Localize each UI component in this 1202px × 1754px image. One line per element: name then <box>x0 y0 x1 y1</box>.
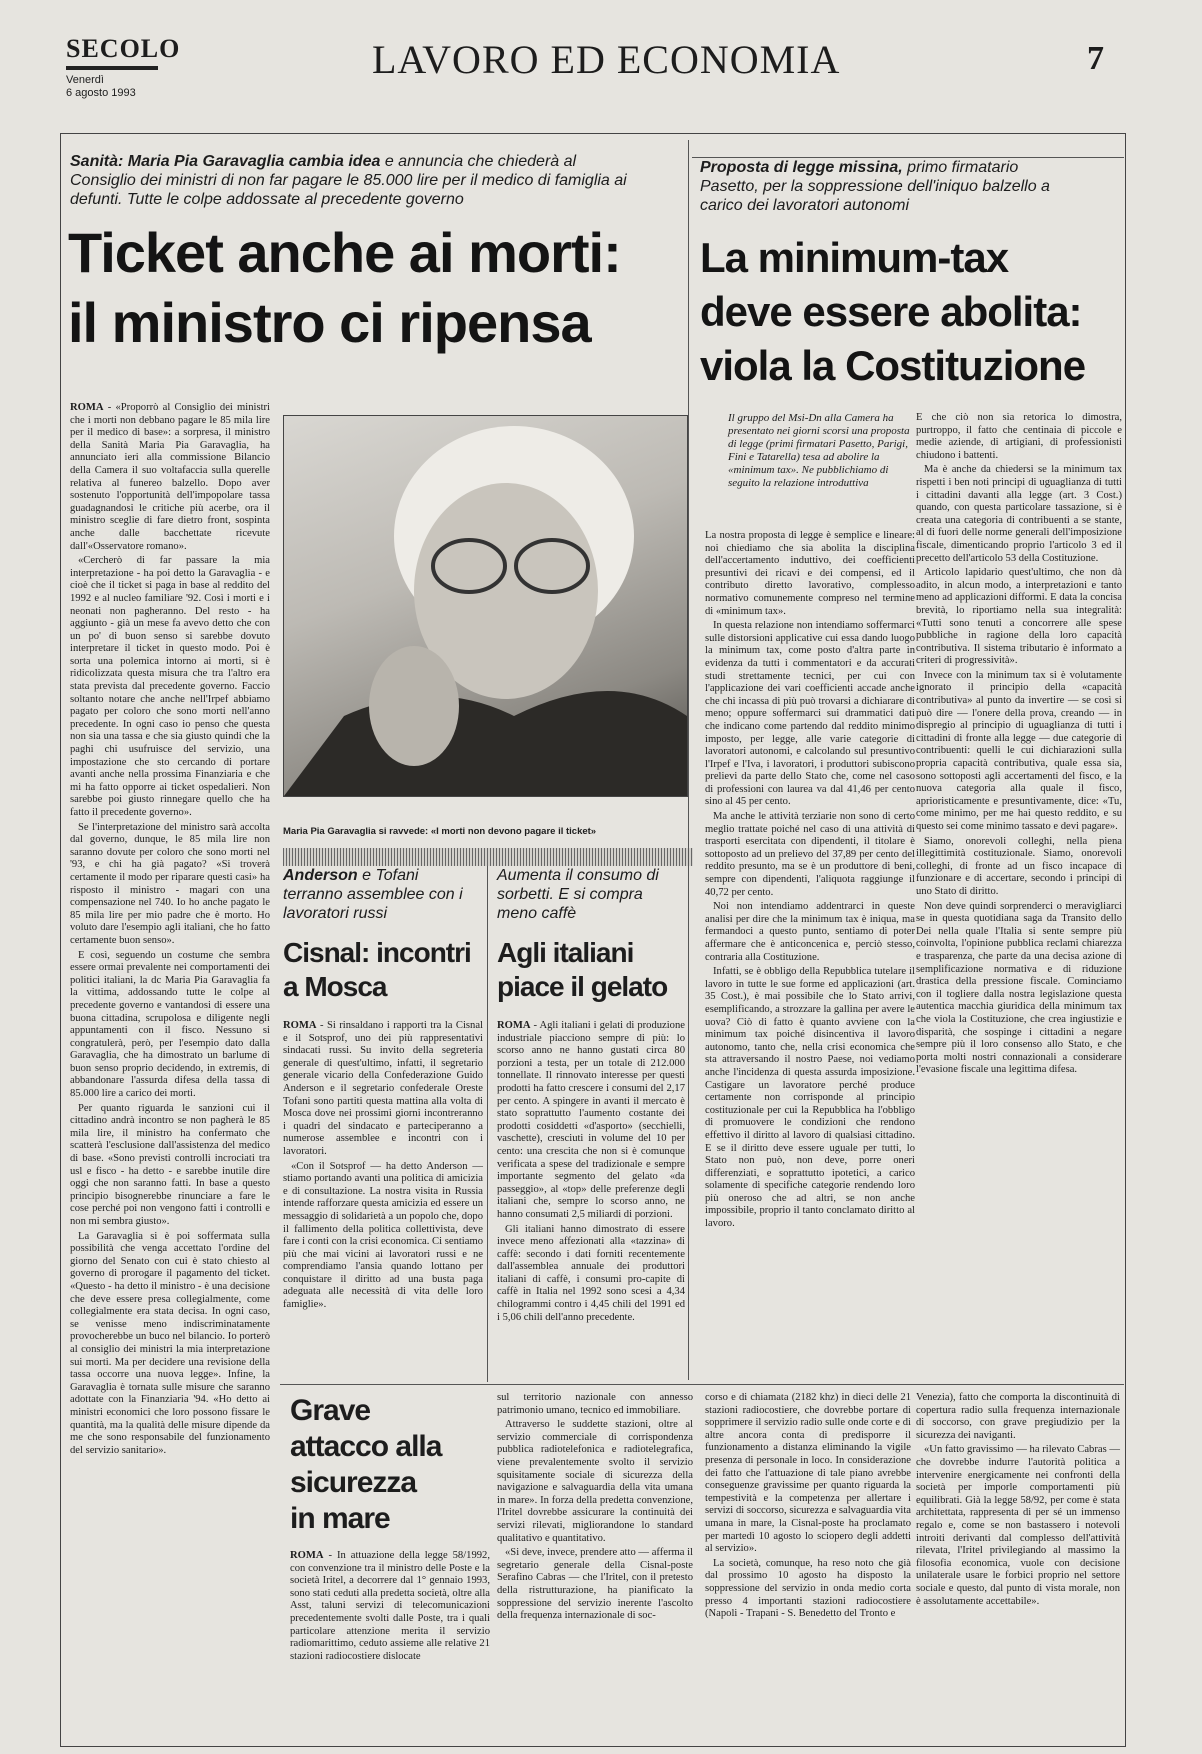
mare-paragraph: Attraverso le suddette stazioni, oltre al servizio commerciale di corrispondenza pubblica radiotelefonica e radiotelegrafica, viene prevalentemente svolto il servizio squisitamente sociale di sicurezza della navigazione e salvaguardia della vita umana in mare». In forza della predetta convenzione, l'Iritel dovrebbe assicurare la continuità dei servizi rilevati, migliorandone lo standard qualitativo e quantitativo. <box>497 1419 693 1544</box>
right-kicker-bold: Proposta di legge missina, <box>700 159 903 176</box>
photo-jacket <box>284 691 687 796</box>
right-intro: Il gruppo del Msi-Dn alla Camera ha presentato nei giorni scorsi una proposta di legge (primi firmatari Pasetto, Parigi, Fini e Tatarella) tesa ad abolire la «minimum tax». Ne pubblichiamo di seguito la relazione introduttiva <box>728 412 910 489</box>
cisnal-headline-line-1: Cisnal: incontri <box>283 937 471 968</box>
right-headline-line-1: La minimum-tax <box>700 234 1009 281</box>
column-divider <box>487 866 488 1382</box>
gelato-paragraph: - Agli italiani i gelati di produzione industriale piacciono sempre di più: lo scorso anno ne hanno gustati circa 80 porzioni a testa, per un totale di 212.000 tonnellate. Il rinnovato interesse per questi prodotti ha fatto crescere i consumi del 2,17 per cento. A spingere in avanti il mercato è stato soprattutto l'aumento costante dei prodotti cosiddetti «d'asporto» (secchielli, vaschette), cresciuti in volume del 10 per cento: una crescita che non si è comunque verificata a spese del tradizionale e sempre importante segmento del gelato «da passeggio», al «top» delle preferenze degli italiani che, sempre lo scorso anno, ne hanno consumati 2,5 miliardi di porzioni. <box>497 1020 685 1220</box>
right-headline-line-2: deve essere abolita: <box>700 288 1082 335</box>
mare-body-column-4 <box>916 1392 1120 1740</box>
cisnal-paragraph: - Si rinsaldano i rapporti tra la Cisnal e il Sotsprof, uno dei più rappresentativi sindacati russi. Su invito della segreteria generale di quest'ultimo, infatti, il segretario generale vicario della Confederazione Guido Anderson e il segretario confederale Oreste Tofani sono partiti questa mattina alla volta di Mosca dove nei prossimi giorni incontreranno i quadri del sindacato e parteciperanno a numerose assemblee e incontri con i lavoratori. <box>283 1020 483 1157</box>
right-body-column-1 <box>705 530 915 1408</box>
lead-paragraph: E così, seguendo un costume che sembra essere ormai prevalente nei comportamenti dei politici italiani, la dc Maria Pia Garavaglia fa la vittima, addossando tutte le colpe al precedente governo e vantandosi di essere una buona cittadina, scrupolosa e diligente negli appuntamenti con il fisco. Nessuno si congratulerà, però, per l'esempio dato dalla Garavaglia, che ha dimostrato un barlume di buon senso proprio decidendo, in extremis, di abbandonare l'assurda difesa della tassa di 85.000 lire a carico dei morti. <box>70 949 270 1100</box>
cisnal-kicker <box>283 866 478 923</box>
right-paragraph: In questa relazione non intendiamo soffermarci sulle distorsioni applicative cui essa dando luogo la minimum tax, come posto d'altra parte in evidenza da tutti i commentatori e da accurati studi strettamente tecnici, per cui con l'applicazione dei vari coefficienti accade anche che chi incassa di più può trovarsi a dichiarare di meno; oppure soffermarci sui drammatici dati che indicano come partendo dal reddito minimo imposto, per legge, alle varie categorie di lavoratori autonomi, e calcolando sul presuntivo l'Irpef e l'Iva, i lavoratori, i produttori subiscono prelievi da parte dello Stato che, come nel caso di professioni con laurea va dal 41,46 per cento sino al 45 per cento. <box>705 620 915 808</box>
mare-paragraph: «Un fatto gravissimo — ha rilevato Cabras — che dovrebbe indurre l'autorità politica a intervenire energicamente nei confronti della società per imporle comportamenti più equilibrati. Già la legge 58/92, per come è stata architettata, rappresenta di per sé un immenso regalo e, come se non bastassero i notevoli introiti derivanti dal complesso dell'attività rilevata, l'Iritel privilegiando al massimo la filosofia economica, vuole con decisione unilaterale usare le forbici proprio nel settore sociale e questo, dal punto di vista morale, non è assolutamente accettabile». <box>916 1444 1120 1607</box>
mare-paragraph: «Si deve, invece, prendere atto — afferma il segretario generale della Cisnal-poste Serafino Cabras — che l'Iritel, con il pretesto della ristrutturazione, ha pianificato la soppressione del servizio inerente l'ascolto della frequenza internazionale di soc- <box>497 1547 693 1622</box>
right-paragraph: Infatti, se è obbligo della Repubblica tutelare il lavoro in tutte le sue forme ed applicazioni (art. 35 Cost.), è mai possibile che lo Stato arrivi, esemplificando, a strozzare la gallina per avere le uova? Ciò di fatto è quanto avviene con la minimum tax poiché disincentiva il lavoro autonomo, tanto che, nella crisi economica che sta attraversando il nostro Paese, noi vediamo anche l'incidenza di questa assurda imposizione. Castigare un lavoratore perché produce certamente non corrisponde al principio costituzionale per cui la Repubblica ha l'obbligo di promuovere le condizioni che rendono effettivo il diritto al lavoro di qualsiasi cittadino. E se il diritto deve essere uguale per tutti, lo Stato non può, non deve, porre oneri differenziati, e soprattutto ipotetici, a carico solamente di specifiche categorie rendendo loro più oneroso che ad altri, se non anche impossibile, proprio il tanto conclamato diritto al lavoro. <box>705 966 915 1230</box>
mare-body-column-1 <box>290 1550 490 1740</box>
lead-paragraph: Se l'interpretazione del ministro sarà accolta dal governo, dunque, le 85 mila lire non saranno dovute per coloro che sono morti nel '93, e chi ha già pagato? «Si troverà certamente il modo per riparare questi casi» ha risposto il ministro - magari con una compensazione nel 740. Io ho anche pagato le 85 mila lire per mio padre che è morto. Ho voluto dare l'esempio agli italiani, che ho fatto certamente buon senso». <box>70 821 270 946</box>
cisnal-headline-line-2: a Mosca <box>283 971 387 1002</box>
issue-weekday: Venerdì <box>66 74 104 86</box>
right-paragraph: E che ciò non sia retorica lo dimostra, purtroppo, il fatto che centinaia di piccole e medie aziende, di artigiani, di professionisti chiudono i battenti. <box>916 412 1122 461</box>
bottom-section-rule <box>280 1384 1124 1385</box>
page-number: 7 <box>1087 40 1104 77</box>
photo-caption: Maria Pia Garavaglia si ravvede: «I morti non devono pagare il ticket» <box>283 826 597 837</box>
right-body-column-2 <box>916 412 1122 1408</box>
mare-body-column-3 <box>705 1392 911 1740</box>
mare-body-column-2 <box>497 1392 693 1740</box>
right-paragraph: Siamo, onorevoli colleghi, nella piena illegittimità costituzionale. Siamo, onorevoli colleghi, di fronte ad un fisco incapace di funzionare e di accertare, secondo i principi di uno Stato di diritto. <box>916 835 1122 897</box>
lead-paragraph: - «Proporrò al Consiglio dei ministri che i morti non debbano pagare le 85 mila lire per il medico di base»: a sorpresa, il ministro della Sanità Maria Pia Garavaglia, ha annunciato ieri alla commissione Bilancio della Camera il suo voltafaccia sulla querelle relativa al funereo balzello. Dopo aver sostenuto l'opportunità dell'impopolare tassa guadagnandosi le critiche più acerbe, ora il ministro sceglie di fare dietro front, sospinta anche dalle bacchettate ricevute dall'«Osservatore romano». <box>70 402 270 552</box>
mare-paragraph: sul territorio nazionale con annesso patrimonio umano, tecnico ed immobiliare. <box>497 1392 693 1416</box>
mare-paragraph: - In attuazione della legge 58/1992, con convenzione tra il ministro delle Poste e la società Iritel, a decorrere dal 1° gennaio 1993, sono stati ceduti alla predetta società, oltre alla Asst, taluni servizi di telecomunicazioni precedentemente svolti dalle Poste, tra i quali particolare attenzione merita il servizio radiomarittimo, ceduto assieme alle relative 21 stazioni radiocostiere dislocate <box>290 1550 490 1662</box>
right-paragraph: Ma anche le attività terziarie non sono di certo meglio trattate poiché nel caso di una attività di trasporti esercitata con dipendenti, il titolare è sottoposto ad un prelievo del 37,89 per cento del reddito presunto, ma se è un produttore di beni, sempre con dipendenti, l'aliquota raggiunge il 40,72 per cento. <box>705 811 915 898</box>
logo-underline <box>66 66 158 70</box>
lead-headline-line-1: Ticket anche ai morti: <box>68 221 621 284</box>
cisnal-body <box>283 1020 483 1380</box>
lead-dateline: ROMA <box>70 402 104 413</box>
right-paragraph: Ma è anche da chiedersi se la minimum tax rispetti i ben noti principi di uguaglianza di tutti i cittadini davanti alla legge (art. 3 Cost.) quando, con questa particolare tassazione, si è creata una categoria di contribuenti a se stante, al di fuori delle norme generali dell'imposizione fiscale, dimenticando proprio l'articolo 3 ed il precetto dell'articolo 53 della Costituzione. <box>916 464 1122 564</box>
lead-paragraph: La Garavaglia si è poi soffermata sulla possibilità che venga accettato l'ordine del giorno del Senato con cui è stato chiesto al governo di prorogare il pagamento del ticket. «Questo - ha detto il ministro - è una decisione che deve essere presa collegialmente, come collegialmente era stata decisa. In ogni caso, se venisse meno indiscriminatamente provocherebbe un buco nel bilancio. Io porterò al consiglio dei ministri la mia interpretazione sui morti. Ma per decidere una revisione della tassa occorre una nuova legge». Infine, la Garavaglia è tornata sulle misure che saranno adottate con la Finanziaria '94. «Ho detto ai ministri economici che loro possono fissare le quantità, ma la qualità delle misure dipende da me che sono responsabile del funzionamento del servizio sanitario». <box>70 1230 270 1456</box>
cisnal-paragraph: «Con il Sotsprof — ha detto Anderson — stiamo portando avanti una politica di amicizia e di consultazione. La nostra visita in Russia intende rafforzare questa amicizia ed essere un messaggio di solidarietà a un popolo che, dopo il fallimento della politica collettivista, deve fare i conti con la crisi economica. Ci sentiamo più che mai vicini ai lavoratori russi e ne comprendiamo l'ansia quando lottano per conquistare il diritto ad una busta paga adeguata alle necessità di vita delle loro famiglie». <box>283 1160 483 1311</box>
right-paragraph: La nostra proposta di legge è semplice e lineare: noi chiediamo che sia abolita la disciplina dell'accertamento induttivo, dei coefficienti presuntivi dei ricavi e dei compensi, ed il contributo diretto lavorativo, complesso normativo comunemente compreso nel termine di «minimum tax». <box>705 530 915 617</box>
lead-headline-line-2: il ministro ci ripensa <box>68 291 591 354</box>
lead-body-column <box>70 402 270 1456</box>
right-headline-line-3: viola la Costituzione <box>700 342 1086 389</box>
caption-rule <box>283 848 693 866</box>
mare-paragraph: Venezia), fatto che comporta la discontinuità di copertura radio sulla frequenza internazionale di soccorso, con grave pregiudizio per la sicurezza dei naviganti. <box>916 1392 1120 1441</box>
right-paragraph: Non deve quindi sorprenderci o meravigliarci se in questa quotidiana saga da Transito dello Dei nella quale l'Italia si sente sempre più coinvolta, l'opinione pubblica reclami chiarezza e trasparenza, che parte da una decisa azione di semplificazione normativa e di riduzione drastica della pressione fiscale. Cominciamo con il togliere dalla nostra legislazione questa autentica macchia giuridica della minimum tax che viola la Costituzione, che crea ingiustizie e disparità, che sospinge i cittadini a negare sempre più il loro consenso allo Stato, e che porta molti nostri connazionali a considerare l'evasione fiscale una legittima difesa. <box>916 900 1122 1076</box>
gelato-dateline: ROMA <box>497 1020 531 1031</box>
mare-headline-line-2: attacco alla <box>290 1430 442 1463</box>
mare-paragraph: corso e di chiamata (2182 khz) in dieci delle 21 stazioni radiocostiere, che dovrebbe portare di sopprimere il servizio radio sulle onde corte e di altre ancora conta di predisporre il funzionamento a distanza eliminando la vigile presenza di personale in loco. In considerazione dei fatto che l'attuazione di tale piano avrebbe conseguenze gravissime per quanto riguarda la tempestività e la competenza per allertare i servizi di soccorso, sicurezza e salvaguardia vita umana in mare, la Cisnal-poste ha proclamato per martedì 10 agosto lo sciopero degli addetti al servizio». <box>705 1392 911 1555</box>
mare-paragraph: La società, comunque, ha reso noto che già dal prossimo 10 agosto ha disposto la soppressione del servizio in onda medio corta presso 4 importanti stazioni radiocostiere (Napoli - Trapani - S. Benedetto del Tronto e <box>705 1557 911 1620</box>
photo-hand <box>369 646 459 766</box>
mare-headline-line-1: Grave <box>290 1394 371 1427</box>
cisnal-kicker-bold: Anderson <box>283 867 358 884</box>
gelato-kicker: Aumenta il consumo di sorbetti. E si compra meno caffè <box>497 867 659 922</box>
lead-paragraph: «Cercherò di far passare la mia interpretazione - ha poi detto la Garavaglia - e cioè che il ticket si paga in base al reddito del 1992 e al nucleo familiare '92. Così i morti e i neonati non pagheranno. Del resto - ha aggiunto - già un mese fa avevo detto che con un po' di buon senso si sarebbe dovuto interpretare il ticket in questo modo. Poi è sorta una polemica intorno ai morti, si è ridicolizzata questa misura che tra l'altro era stata prevista dal precedente governo. Faccio soltanto notare che anche nell'Irpef abbiamo pagato per coloro che sono morti nell'anno precedente. In ogni caso io penso che questa non sia una tassa e che sia giusto quindi che la paghi chi usufruisce del servizio, una impostazione che sto cercando di portare avanti anche nella prossima Finanziaria e che mi ha fatto opporre ai ticket ospedalieri. Non sarebbe poi giusto rinnegare quello che ha fatto il precedente governo». <box>70 555 270 818</box>
section-title: LAVORO ED ECONOMIA <box>372 37 841 82</box>
newspaper-logo: SECOLO <box>66 34 181 63</box>
portrait-photo <box>283 415 688 797</box>
gelato-body <box>497 1020 685 1380</box>
masthead <box>66 28 1126 108</box>
mare-headline-line-3: sicurezza <box>290 1466 417 1499</box>
right-kicker <box>700 158 1080 215</box>
right-paragraph: Articolo lapidario quest'ultimo, che non dà adito, in alcun modo, a interpretazioni e tanto meno ad applicazioni difformi. E data la concisa brevità, lo riportiamo nella sua integralità: «Tutti sono tenuti a concorrere alle spese pubbliche in ragione della loro capacità contributiva. Il sistema tributario è informato a criteri di progressività». <box>916 567 1122 667</box>
right-kicker-text: primo firmatario Pasetto, per la soppressione dell'iniquo balzello a carico dei lavoratori autonomi <box>700 159 1050 214</box>
mare-headline-line-4: in mare <box>290 1502 390 1535</box>
mare-dateline: ROMA <box>290 1550 324 1561</box>
lead-kicker <box>70 152 630 209</box>
gelato-headline-line-1: Agli italiani <box>497 937 634 968</box>
issue-date <box>66 74 136 100</box>
lead-kicker-bold: Sanità: Maria Pia Garavaglia cambia idea <box>70 153 381 170</box>
lead-kicker-text: e annuncia che chiederà al Consiglio dei ministri di non far pagare le 85.000 lire per il medico di famiglia ai defunti. Tutte le colpe addossate al precedente governo <box>70 153 627 208</box>
lead-paragraph: Per quanto riguarda le sanzioni cui il cittadino andrà incontro se non pagherà le 85 mila lire, il ministro ha confermato che scatterà l'esclusione dall'assistenza del medico di base. «Sono previsti controlli incrociati tra usl e fisco - ha detto - e sarebbe inutile dire oggi che non saranno fatti. In base a questo principio bisognerebbe rinunciare a fare le cose perché poi non vengono fatti i controlli e non mi sembra giusto». <box>70 1102 270 1227</box>
cisnal-kicker-text: e Tofani terranno assemblee con i lavoratori russi <box>283 867 463 922</box>
portrait-illustration <box>284 416 687 796</box>
cisnal-dateline: ROMA <box>283 1020 317 1031</box>
gelato-headline-line-2: piace il gelato <box>497 971 668 1002</box>
column-divider <box>688 140 689 1380</box>
gelato-paragraph: Gli italiani hanno dimostrato di essere invece meno affezionati alla «tazzina» di caffè: secondo i dati forniti recentemente dall'assemblea annuale dei produttori italiani di caffè, i consumi pro-capite di caffè in Italia nel 1992 sono scesi a 4,34 chilogrammi contro i 4,45 chili del 1991 ed i 5,06 chili dell'anno precedente. <box>497 1223 685 1323</box>
right-paragraph: Noi non intendiamo addentrarci in queste analisi per dire che la minimum tax è iniqua, ma fermandoci a questo punto, sentiamo di poter affermare che è anticoncenica e, perciò stesso, contraria alla Costituzione. <box>705 901 915 963</box>
issue-day: 6 agosto 1993 <box>66 87 136 99</box>
right-paragraph: Invece con la minimum tax si è volutamente ignorato il principio della «capacità contributiva» al punto da invertire — se così si può dire — l'onere della prova, creando — in dispregio al principio di uguaglianza di tutti i cittadini di fronte alla legge — due categorie di contribuenti: quelli le cui dichiarazioni sulla propria capacità contributiva, quale essa sia, sono sottoposti agli accertamenti del fisco, e la nuova categoria alla quale il fisco, aprioristicamente e presuntivamente, dice: «Tu, come minimo, per me hai questo reddito, e su questo sei come minimo tassato e devi pagare». <box>916 669 1122 832</box>
